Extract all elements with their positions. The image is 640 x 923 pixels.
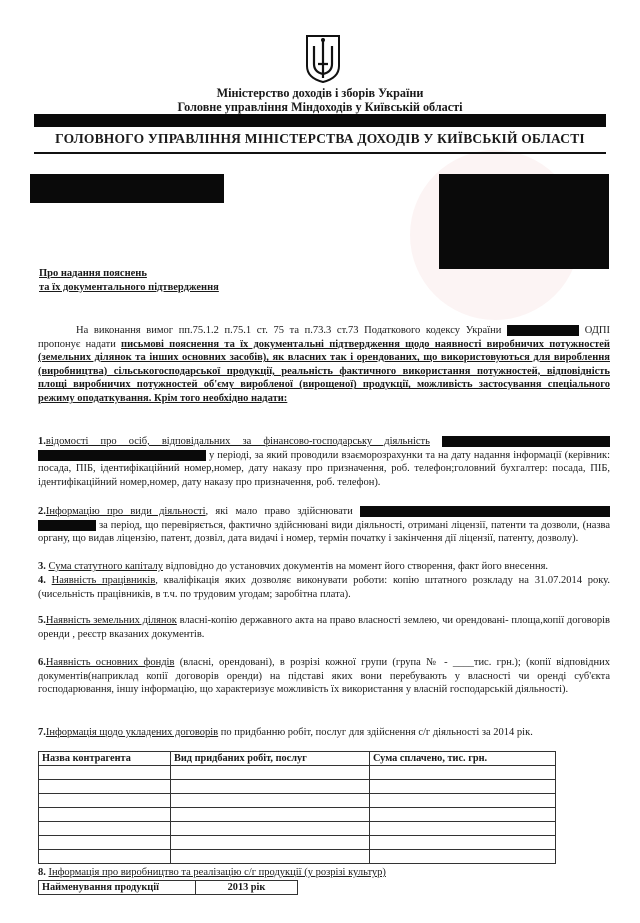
table-cell[interactable] <box>171 822 370 836</box>
table-cell[interactable] <box>370 780 556 794</box>
redaction-inline <box>507 325 579 336</box>
table-cell[interactable] <box>39 822 171 836</box>
table-cell[interactable] <box>171 836 370 850</box>
item-5 <box>38 614 610 641</box>
item-heading: Наявність працівників <box>51 575 156 586</box>
redaction-inline <box>360 506 610 517</box>
table-cell[interactable] <box>370 822 556 836</box>
item-number: 4. <box>38 575 46 586</box>
intro-paragraph <box>38 324 610 406</box>
item-heading: Наявність основних фондів <box>45 657 175 668</box>
redaction-block <box>439 174 609 269</box>
table-header-row <box>39 752 556 766</box>
table-cell[interactable] <box>39 850 171 864</box>
table-cell[interactable] <box>171 808 370 822</box>
item-8 <box>38 866 610 880</box>
trident-emblem-icon <box>304 34 342 84</box>
item-text: відповідно до установчих документів на момент його створення, факт його внесення. <box>165 561 549 572</box>
table-row <box>39 794 556 808</box>
redaction-inline <box>442 436 610 447</box>
table-header: Назва контрагента <box>39 752 171 766</box>
table-cell[interactable] <box>171 780 370 794</box>
item-number: 3. <box>38 561 46 572</box>
table-header: Найменування продукції <box>39 881 196 895</box>
intro-text: ОДПІ пропонує надати <box>38 325 611 350</box>
table-row <box>39 850 556 864</box>
item-heading: Інформацію про види діяльності <box>45 506 206 517</box>
table-cell[interactable] <box>171 794 370 808</box>
redaction-bar <box>34 114 606 127</box>
item-4 <box>38 574 610 601</box>
item-7 <box>38 726 610 740</box>
item-text: , кваліфікація яких дозволяє виконувати роботи: копію штатного розкладу на 31.07.2014 року. (чисельність працівників, в т.ч. по трудовим угодам; заробітна плата). <box>38 575 611 600</box>
item-text: , які мало право здійснювати <box>205 506 353 517</box>
item-6 <box>38 656 610 697</box>
table-cell[interactable] <box>370 766 556 780</box>
redaction-inline <box>38 520 96 531</box>
contracts-table <box>38 751 556 864</box>
table-cell[interactable] <box>370 850 556 864</box>
intro-text: На виконання вимог пп.75.1.2 п.75.1 ст. 75 та п.73.3 ст.73 Податкового кодексу України <box>76 325 502 336</box>
subject-line: та їх документального підтвердження <box>39 282 219 293</box>
item-number: 1. <box>38 436 46 447</box>
table-cell[interactable] <box>39 780 171 794</box>
item-text: у періоді, за який проводили взаєморозрахунки та на дату надання інформації (керівник: посада, ПІБ, ідентифікаційний номер,номер, дату наказу про призначення, роб. телефон;головний бухгалтер: посада, ПІБ, ідентифікаційний номер,номер, дату наказу про призначення, роб. телефон). <box>38 449 610 488</box>
item-number: 7. <box>38 727 46 738</box>
page-title: ГОЛОВНОГО УПРАВЛІННЯ МІНІСТЕРСТВА ДОХОДІВ У КИЇВСЬКІЙ ОБЛАСТІ <box>55 131 585 146</box>
item-text: (власні, орендовані), в розрізі кожної групи (група № - ____тис. грн.); (копії відповідних документів(наприклад копії договорів оренди) на підставі яких вони перебувають у власності чи оренді суб'єкта господарювання, іншу інформацію, що характеризує можливість їх використання у власній господарській діяльності). <box>38 657 610 696</box>
subject-line: Про надання пояснень <box>39 268 147 279</box>
item-heading: Інформація щодо укладених договорів <box>45 727 219 738</box>
table-cell[interactable] <box>39 808 171 822</box>
item-number: 6. <box>38 657 46 668</box>
item-heading: відомості про осіб, відповідальних за фінансово-господарську діяльність <box>45 436 430 447</box>
table-row <box>39 808 556 822</box>
item-text: власні-копію державного акта на право власності землею, чи орендовані- площа,копії договорів оренди , реєстр вказаних документів. <box>38 615 610 640</box>
table-header: Вид придбаних робіт, послуг <box>171 752 370 766</box>
redaction-block <box>30 174 224 203</box>
item-heading: Інформація про виробництво та реалізацію с/г продукції (у розрізі культур) <box>48 867 386 878</box>
table-cell[interactable] <box>39 836 171 850</box>
ministry-name: Міністерство доходів і зборів України <box>216 86 424 100</box>
table-cell[interactable] <box>370 808 556 822</box>
table-cell[interactable] <box>39 766 171 780</box>
table-row <box>39 836 556 850</box>
redaction-inline <box>38 450 206 461</box>
item-2 <box>38 505 610 546</box>
table-cell[interactable] <box>171 766 370 780</box>
table-header-row <box>39 881 298 895</box>
table-header: Сума сплачено, тис. грн. <box>370 752 556 766</box>
table-cell[interactable] <box>171 850 370 864</box>
item-heading: Сума статутного капіталу <box>48 561 164 572</box>
table-row <box>39 766 556 780</box>
item-number: 2. <box>38 506 46 517</box>
header-divider <box>34 152 606 154</box>
item-text: по придбанню робіт, послуг для здійснення с/г діяльності за 2014 рік. <box>218 727 533 738</box>
table-cell[interactable] <box>370 794 556 808</box>
item-heading: Наявність земельних ділянок <box>45 615 177 626</box>
item-1 <box>38 435 610 489</box>
table-row <box>39 822 556 836</box>
table-row <box>39 780 556 794</box>
item-3 <box>38 560 610 574</box>
intro-emphasis: письмові пояснення та їх документальні підтвердження щодо наявності виробничих потужностей (земельних ділянок та інших основних засобів), як власних так і орендованих, що використовуються для вироблення (виробництва) сільськогосподарської продукції, реальність фактичного використання потужностей, відповідність площі виробничих потужностей об'єму виробленої (вирощеної) продукції, можливість застосування спеціального режиму оподаткування. Крім того необхідно надати: <box>38 338 610 404</box>
item-text: за період, що перевіряється, фактично здійснювані види діяльності, отримані ліцензії, патенти та дозволи, (назва органу, що видав ліцензію, патент, дозвіл, дата видачі і номер, термін початку і закінчення дії ліцензії, патенту, дозволу). <box>38 519 611 545</box>
item-number: 5. <box>38 615 46 626</box>
production-table <box>38 880 298 895</box>
table-cell[interactable] <box>370 836 556 850</box>
table-header: 2013 рік <box>196 881 298 895</box>
department-name: Головне управління Міндоходів у Київській області <box>177 100 463 114</box>
table-cell[interactable] <box>39 794 171 808</box>
item-number: 8. <box>38 867 46 878</box>
